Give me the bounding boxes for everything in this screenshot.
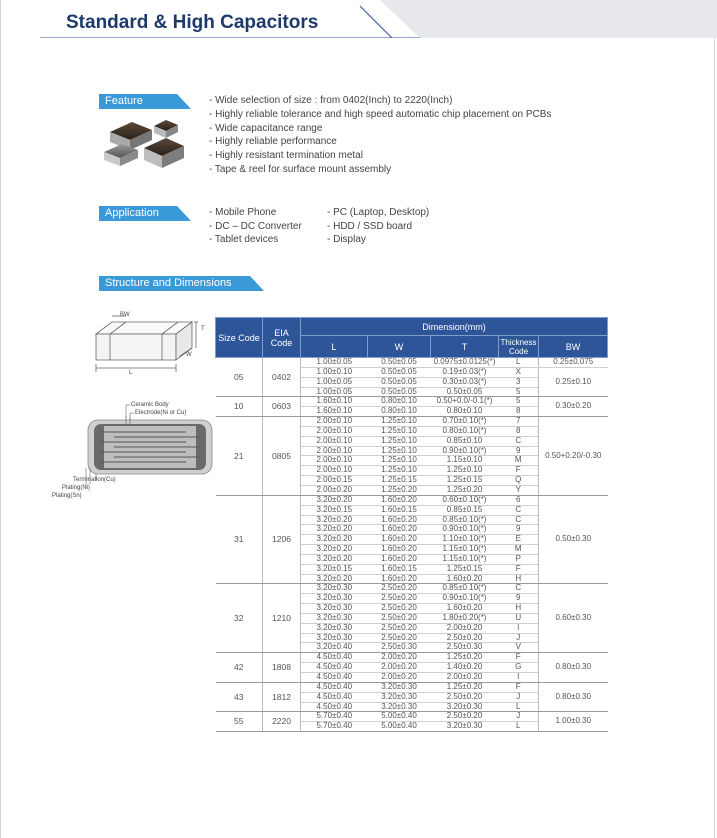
l-cell: 3.20±0.30 xyxy=(301,623,368,633)
l-cell: 3.20±0.15 xyxy=(301,505,368,515)
w-cell: 1.60±0.20 xyxy=(368,545,431,555)
t-cell: 0.0975±0.0125(*) xyxy=(431,358,499,368)
dimension-table xyxy=(215,317,608,732)
feature-tag xyxy=(99,94,197,109)
thickness-code-cell: J xyxy=(499,633,539,643)
thickness-code-cell: Y xyxy=(499,485,539,495)
eia-code-cell: 2220 xyxy=(263,712,301,732)
l-cell: 3.20±0.20 xyxy=(301,515,368,525)
l-cell: 3.20±0.40 xyxy=(301,643,368,653)
thickness-code-cell: H xyxy=(499,574,539,584)
t-cell: 0.85±0.10(*) xyxy=(431,584,499,594)
w-cell: 2.50±0.30 xyxy=(368,643,431,653)
thickness-code-cell: F xyxy=(499,653,539,663)
t-cell: 2.50±0.30 xyxy=(431,643,499,653)
t-cell: 0.90±0.10(*) xyxy=(431,525,499,535)
size-code-cell: 21 xyxy=(216,417,263,496)
bw-cell: 0.50+0.20/-0.30 xyxy=(539,417,608,496)
l-cell: 4.50±0.40 xyxy=(301,663,368,673)
w-cell: 2.50±0.20 xyxy=(368,604,431,614)
l-cell: 4.50±0.40 xyxy=(301,653,368,663)
l-cell: 4.50±0.40 xyxy=(301,692,368,702)
list-item: - Tablet devices xyxy=(209,234,279,245)
w-cell: 0.50±0.05 xyxy=(368,367,431,377)
t-cell: 3.20±0.30 xyxy=(431,722,499,732)
size-code-cell: 55 xyxy=(216,712,263,732)
l-cell: 2.00±0.10 xyxy=(301,426,368,436)
t-cell: 0.90±0.10(*) xyxy=(431,594,499,604)
dimension-header: Dimension(mm) xyxy=(301,318,608,336)
t-cell: 0.80±0.10 xyxy=(431,407,499,417)
w-cell: 0.50±0.05 xyxy=(368,387,431,397)
eia-code-header: EIA Code xyxy=(263,318,301,358)
list-item: - Tape & reel for surface mount assembly xyxy=(209,163,392,175)
eia-code-cell: 1206 xyxy=(263,495,301,584)
w-cell: 0.50±0.05 xyxy=(368,377,431,387)
w-cell: 1.60±0.15 xyxy=(368,564,431,574)
table-row xyxy=(216,358,608,368)
l-cell: 3.20±0.15 xyxy=(301,564,368,574)
l-cell: 5.70±0.40 xyxy=(301,712,368,722)
t-cell: 2.50±0.20 xyxy=(431,633,499,643)
ceramic-body-label: Ceramic Body xyxy=(131,402,169,408)
w-cell: 5.00±0.40 xyxy=(368,722,431,732)
w-cell: 1.60±0.15 xyxy=(368,505,431,515)
l-cell: 2.00±0.10 xyxy=(301,446,368,456)
l-label: L xyxy=(129,370,133,376)
w-cell: 1.60±0.20 xyxy=(368,495,431,505)
application-list-1 xyxy=(209,206,302,247)
t-header: T xyxy=(431,336,499,358)
t-cell: 1.25±0.20 xyxy=(431,682,499,692)
thickness-code-cell: 9 xyxy=(499,525,539,535)
l-cell: 2.00±0.20 xyxy=(301,485,368,495)
thickness-code-cell: C xyxy=(499,505,539,515)
list-item: - Mobile Phone xyxy=(209,207,277,218)
page-title: Standard & High Capacitors xyxy=(66,12,319,33)
thickness-code-cell: 3 xyxy=(499,377,539,387)
w-label: W xyxy=(186,352,192,358)
t-label: T xyxy=(201,326,205,332)
table-row xyxy=(216,495,608,505)
t-cell: 1.15±0.10(*) xyxy=(431,545,499,555)
electrode-label: Electrode(Ni or Cu) xyxy=(135,410,187,416)
eia-code-cell: 1812 xyxy=(263,682,301,712)
t-cell: 1.15±0.10(*) xyxy=(431,554,499,564)
list-item: - Wide selection of size : from 0402(Inch) to 2220(Inch) xyxy=(209,95,453,106)
t-cell: 0.50±0.05 xyxy=(431,387,499,397)
w-cell: 2.00±0.20 xyxy=(368,673,431,683)
size-code-cell: 10 xyxy=(216,397,263,417)
t-cell: 0.50+0.0/-0.1(*) xyxy=(431,397,499,407)
t-cell: 0.85±0.10(*) xyxy=(431,515,499,525)
thickness-code-cell: 7 xyxy=(499,417,539,427)
bw-cell: 0.25±0.10 xyxy=(539,367,608,397)
eia-code-cell: 0603 xyxy=(263,397,301,417)
l-cell: 3.20±0.30 xyxy=(301,584,368,594)
t-cell: 1.25±0.15 xyxy=(431,476,499,486)
l-cell: 2.00±0.10 xyxy=(301,417,368,427)
w-cell: 1.60±0.20 xyxy=(368,574,431,584)
w-cell: 1.60±0.20 xyxy=(368,525,431,535)
thickness-code-cell: J xyxy=(499,712,539,722)
thickness-code-cell: 8 xyxy=(499,426,539,436)
w-cell: 2.50±0.20 xyxy=(368,613,431,623)
feature-list xyxy=(209,94,551,177)
eia-code-cell: 0805 xyxy=(263,417,301,496)
plating-ni-label: Plating(Ni) xyxy=(62,485,91,491)
thickness-code-header: Thickness Code xyxy=(500,337,537,356)
thickness-code-cell: I xyxy=(499,623,539,633)
t-cell: 3.20±0.30 xyxy=(431,702,499,712)
w-cell: 1.25±0.10 xyxy=(368,466,431,476)
bw-cell: 0.25±0.075 xyxy=(539,358,608,368)
table-row xyxy=(216,682,608,692)
thickness-code-cell: 6 xyxy=(499,495,539,505)
capacitor-chips-image xyxy=(100,116,190,174)
l-cell: 2.00±0.15 xyxy=(301,476,368,486)
thickness-code-cell: H xyxy=(499,604,539,614)
l-cell: 3.20±0.20 xyxy=(301,554,368,564)
w-cell: 3.20±0.30 xyxy=(368,682,431,692)
l-cell: 3.20±0.30 xyxy=(301,633,368,643)
size-code-cell: 05 xyxy=(216,358,263,397)
t-cell: 2.50±0.20 xyxy=(431,692,499,702)
l-cell: 5.70±0.40 xyxy=(301,722,368,732)
list-item: - PC (Laptop, Desktop) xyxy=(327,207,430,218)
w-cell: 1.25±0.10 xyxy=(368,436,431,446)
size-code-cell: 43 xyxy=(216,682,263,712)
w-cell: 1.25±0.10 xyxy=(368,446,431,456)
t-cell: 2.00±0.20 xyxy=(431,673,499,683)
application-label: Application xyxy=(105,207,159,219)
w-cell: 2.50±0.20 xyxy=(368,594,431,604)
w-cell: 1.25±0.15 xyxy=(368,476,431,486)
t-cell: 0.80±0.10(*) xyxy=(431,426,499,436)
l-cell: 2.00±0.10 xyxy=(301,466,368,476)
w-cell: 1.25±0.20 xyxy=(368,485,431,495)
t-cell: 1.10±0.10(*) xyxy=(431,535,499,545)
l-cell: 1.00±0.10 xyxy=(301,367,368,377)
termination-label: Termination(Cu) xyxy=(73,477,116,483)
w-cell: 2.50±0.20 xyxy=(368,633,431,643)
t-cell: 0.70±0.10(*) xyxy=(431,417,499,427)
l-cell: 3.20±0.20 xyxy=(301,525,368,535)
size-code-cell: 32 xyxy=(216,584,263,653)
t-cell: 0.19±0.03(*) xyxy=(431,367,499,377)
t-cell: 0.30±0.03(*) xyxy=(431,377,499,387)
bw-cell: 1.00±0.30 xyxy=(539,712,608,732)
w-cell: 1.25±0.10 xyxy=(368,426,431,436)
structure-tag xyxy=(99,276,270,291)
w-header: W xyxy=(368,336,431,358)
application-tag xyxy=(99,206,197,221)
thickness-code-cell: F xyxy=(499,466,539,476)
t-cell: 1.40±0.20 xyxy=(431,663,499,673)
thickness-code-cell: C xyxy=(499,515,539,525)
bw-cell: 0.60±0.30 xyxy=(539,584,608,653)
thickness-code-cell: L xyxy=(499,358,539,368)
bw-cell: 0.50±0.30 xyxy=(539,495,608,584)
thickness-code-cell: 9 xyxy=(499,446,539,456)
l-header: L xyxy=(301,336,368,358)
l-cell: 4.50±0.40 xyxy=(301,702,368,712)
size-code-header: Size Code xyxy=(216,318,263,358)
application-list-2 xyxy=(327,206,429,247)
thickness-code-cell: G xyxy=(499,663,539,673)
thickness-code-cell: C xyxy=(499,436,539,446)
thickness-code-cell: X xyxy=(499,367,539,377)
l-cell: 3.20±0.30 xyxy=(301,604,368,614)
w-cell: 2.50±0.20 xyxy=(368,623,431,633)
w-cell: 0.80±0.10 xyxy=(368,397,431,407)
l-cell: 3.20±0.20 xyxy=(301,545,368,555)
thickness-code-cell: J xyxy=(499,692,539,702)
eia-code-cell: 0402 xyxy=(263,358,301,397)
l-cell: 1.00±0.05 xyxy=(301,387,368,397)
thickness-code-cell: F xyxy=(499,564,539,574)
list-item: - Highly reliable tolerance and high speed automatic chip placement on PCBs xyxy=(209,108,552,120)
w-cell: 5.00±0.40 xyxy=(368,712,431,722)
eia-code-cell: 1210 xyxy=(263,584,301,653)
l-cell: 4.50±0.40 xyxy=(301,673,368,683)
w-cell: 1.25±0.10 xyxy=(368,456,431,466)
thickness-code-cell: L xyxy=(499,722,539,732)
l-cell: 1.60±0.10 xyxy=(301,397,368,407)
table-body xyxy=(216,358,608,732)
w-cell: 0.80±0.10 xyxy=(368,407,431,417)
w-cell: 1.60±0.20 xyxy=(368,535,431,545)
list-item: - DC – DC Converter xyxy=(209,220,302,232)
w-cell: 1.25±0.10 xyxy=(368,417,431,427)
list-item: - Wide capacitance range xyxy=(209,122,323,134)
l-cell: 2.00±0.10 xyxy=(301,456,368,466)
thickness-code-cell: M xyxy=(499,456,539,466)
t-cell: 1.80±0.20(*) xyxy=(431,613,499,623)
t-cell: 0.85±0.15 xyxy=(431,505,499,515)
feature-label: Feature xyxy=(105,95,143,107)
w-cell: 2.00±0.20 xyxy=(368,663,431,673)
structure-label: Structure and Dimensions xyxy=(105,277,232,289)
table-row xyxy=(216,417,608,427)
w-cell: 3.20±0.30 xyxy=(368,702,431,712)
w-cell: 2.00±0.20 xyxy=(368,653,431,663)
t-cell: 2.50±0.20 xyxy=(431,712,499,722)
list-item: - Highly resistant termination metal xyxy=(209,150,363,162)
l-cell: 3.20±0.30 xyxy=(301,594,368,604)
thickness-code-cell: 5 xyxy=(499,387,539,397)
size-code-cell: 31 xyxy=(216,495,263,584)
t-cell: 1.25±0.15 xyxy=(431,564,499,574)
eia-code-cell: 1808 xyxy=(263,653,301,683)
thickness-code-cell: L xyxy=(499,702,539,712)
thickness-code-cell: C xyxy=(499,584,539,594)
thickness-code-cell: P xyxy=(499,554,539,564)
thickness-code-cell: V xyxy=(499,643,539,653)
list-item: - Display xyxy=(327,234,366,245)
thickness-code-cell: 9 xyxy=(499,594,539,604)
list-item: - Highly reliable performance xyxy=(209,136,337,148)
w-cell: 0.50±0.05 xyxy=(368,358,431,368)
t-cell: 1.60±0.20 xyxy=(431,574,499,584)
bw-cell: 0.80±0.30 xyxy=(539,653,608,683)
l-cell: 4.50±0.40 xyxy=(301,682,368,692)
l-cell: 1.00±0.05 xyxy=(301,358,368,368)
thickness-code-cell: M xyxy=(499,545,539,555)
t-cell: 0.85±0.10 xyxy=(431,436,499,446)
w-cell: 3.20±0.30 xyxy=(368,692,431,702)
bw-cell: 0.30±0.20 xyxy=(539,397,608,417)
bw-cell: 0.80±0.30 xyxy=(539,682,608,712)
t-cell: 1.25±0.10 xyxy=(431,466,499,476)
l-cell: 3.20±0.20 xyxy=(301,574,368,584)
bw-label: BW xyxy=(120,312,130,318)
thickness-code-cell: E xyxy=(499,535,539,545)
thickness-code-cell: Q xyxy=(499,476,539,486)
t-cell: 1.25±0.20 xyxy=(431,653,499,663)
t-cell: 0.60±0.10(*) xyxy=(431,495,499,505)
w-cell: 2.50±0.20 xyxy=(368,584,431,594)
l-cell: 2.00±0.10 xyxy=(301,436,368,446)
w-cell: 1.60±0.20 xyxy=(368,554,431,564)
bw-header: BW xyxy=(539,336,608,358)
t-cell: 0.90±0.10(*) xyxy=(431,446,499,456)
list-item: - HDD / SSD board xyxy=(327,220,413,232)
thickness-code-cell: 8 xyxy=(499,407,539,417)
t-cell: 1.25±0.20 xyxy=(431,485,499,495)
l-cell: 3.20±0.30 xyxy=(301,613,368,623)
l-cell: 3.20±0.20 xyxy=(301,535,368,545)
chip-dimension-diagram xyxy=(88,312,212,378)
thickness-code-cell: F xyxy=(499,682,539,692)
plating-sn-label: Plating(Sn) xyxy=(52,493,82,499)
t-cell: 1.15±0.10 xyxy=(431,456,499,466)
t-cell: 2.00±0.20 xyxy=(431,623,499,633)
l-cell: 3.20±0.20 xyxy=(301,495,368,505)
thickness-code-cell: U xyxy=(499,613,539,623)
size-code-cell: 42 xyxy=(216,653,263,683)
l-cell: 1.00±0.05 xyxy=(301,377,368,387)
w-cell: 1.60±0.20 xyxy=(368,515,431,525)
t-cell: 1.60±0.20 xyxy=(431,604,499,614)
thickness-code-cell: 5 xyxy=(499,397,539,407)
thickness-code-cell: I xyxy=(499,673,539,683)
l-cell: 1.60±0.10 xyxy=(301,407,368,417)
